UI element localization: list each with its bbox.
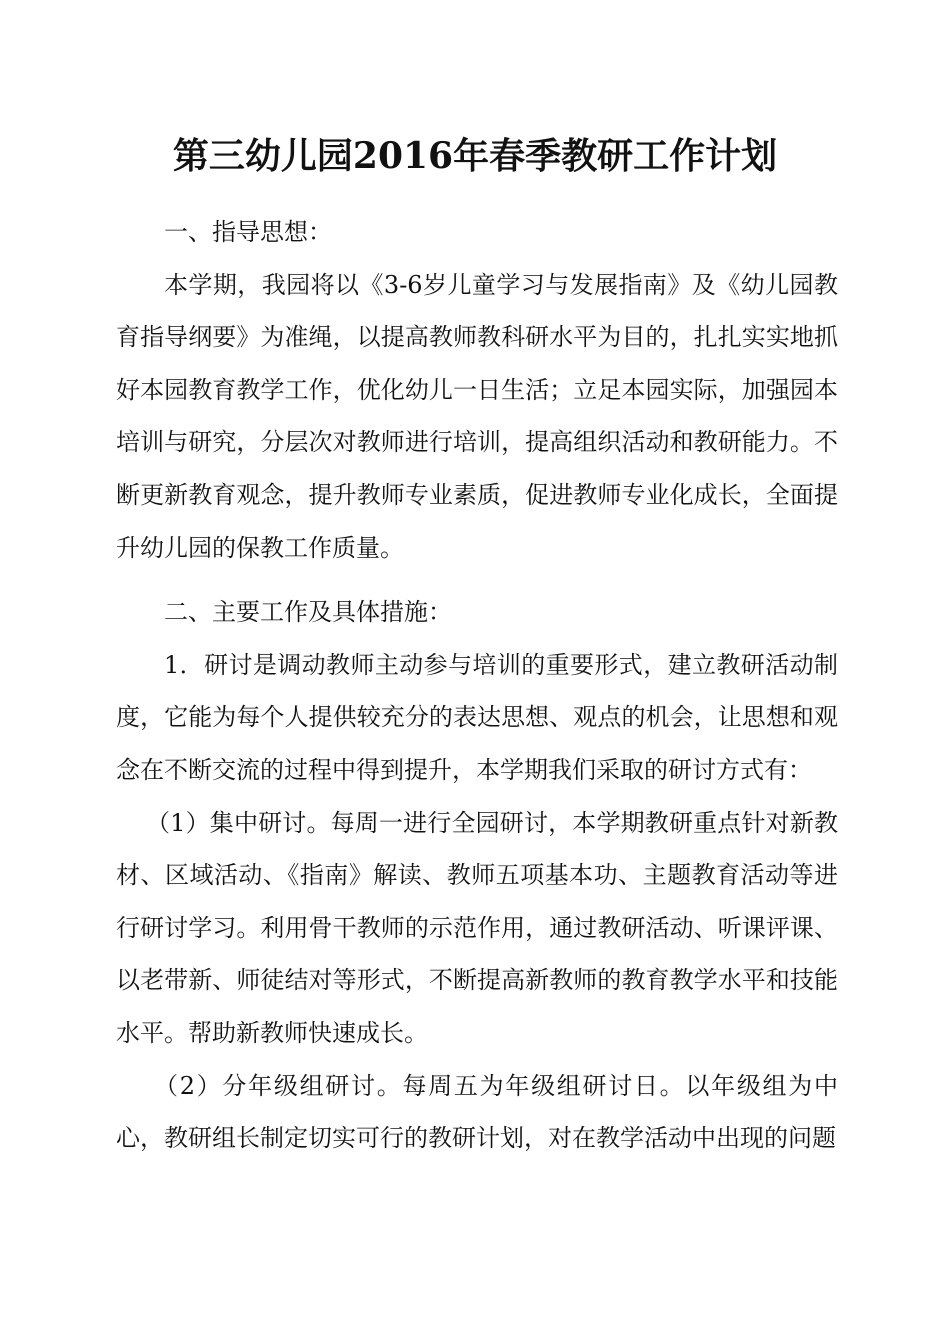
paragraph-item-1: 1．研讨是调动教师主动参与培训的重要形式，建立教研活动制度，它能为每个人提供较充分的表达思想、观点的机会，让思想和观念在不断交流的过程中得到提升，本学期我们采取的研讨方式有： bbox=[116, 650, 838, 784]
paragraph-spacer bbox=[116, 574, 838, 586]
paragraph-sub-item-2: （2）分年级组研讨。每周五为年级组研讨日。以年级组为中心，教研组长制定切实可行的教研计划，对在教学活动中出现的问题 bbox=[116, 1071, 838, 1153]
paragraph-sub-item-1: （1）集中研讨。每周一进行全园研讨，本学期教研重点针对新教材、区域活动、《指南》解读、教师五项基本功、主题教育活动等进行研讨学习。利用骨干教师的示范作用，通过教研活动、听课评课、以老带新、师徒结对等形式，不断提高新教师的教育教学水平和技能水平。帮助新教师快速成长。 bbox=[116, 808, 838, 1047]
section-heading-guiding-ideology: 一、指导思想： bbox=[164, 218, 332, 246]
paragraph-guiding-ideology: 本学期，我园将以《3-6岁儿童学习与发展指南》及《幼儿园教育指导纲要》为准绳，以提高教师教科研水平为目的，扎扎实实地抓好本园教育教学工作，优化幼儿一日生活；立足本园实际，加强园本培训与研究，分层次对教师进行培训，提高组织活动和教研能力。不断更新教育观念，提升教师专业素质，促进教师专业化成长，全面提升幼儿园的保教工作质量。 bbox=[116, 270, 838, 562]
document-title: 第三幼儿园2016年春季教研工作计划 bbox=[172, 135, 778, 177]
section-heading-main-work: 二、主要工作及具体措施： bbox=[164, 598, 452, 627]
document-body bbox=[116, 206, 838, 1165]
